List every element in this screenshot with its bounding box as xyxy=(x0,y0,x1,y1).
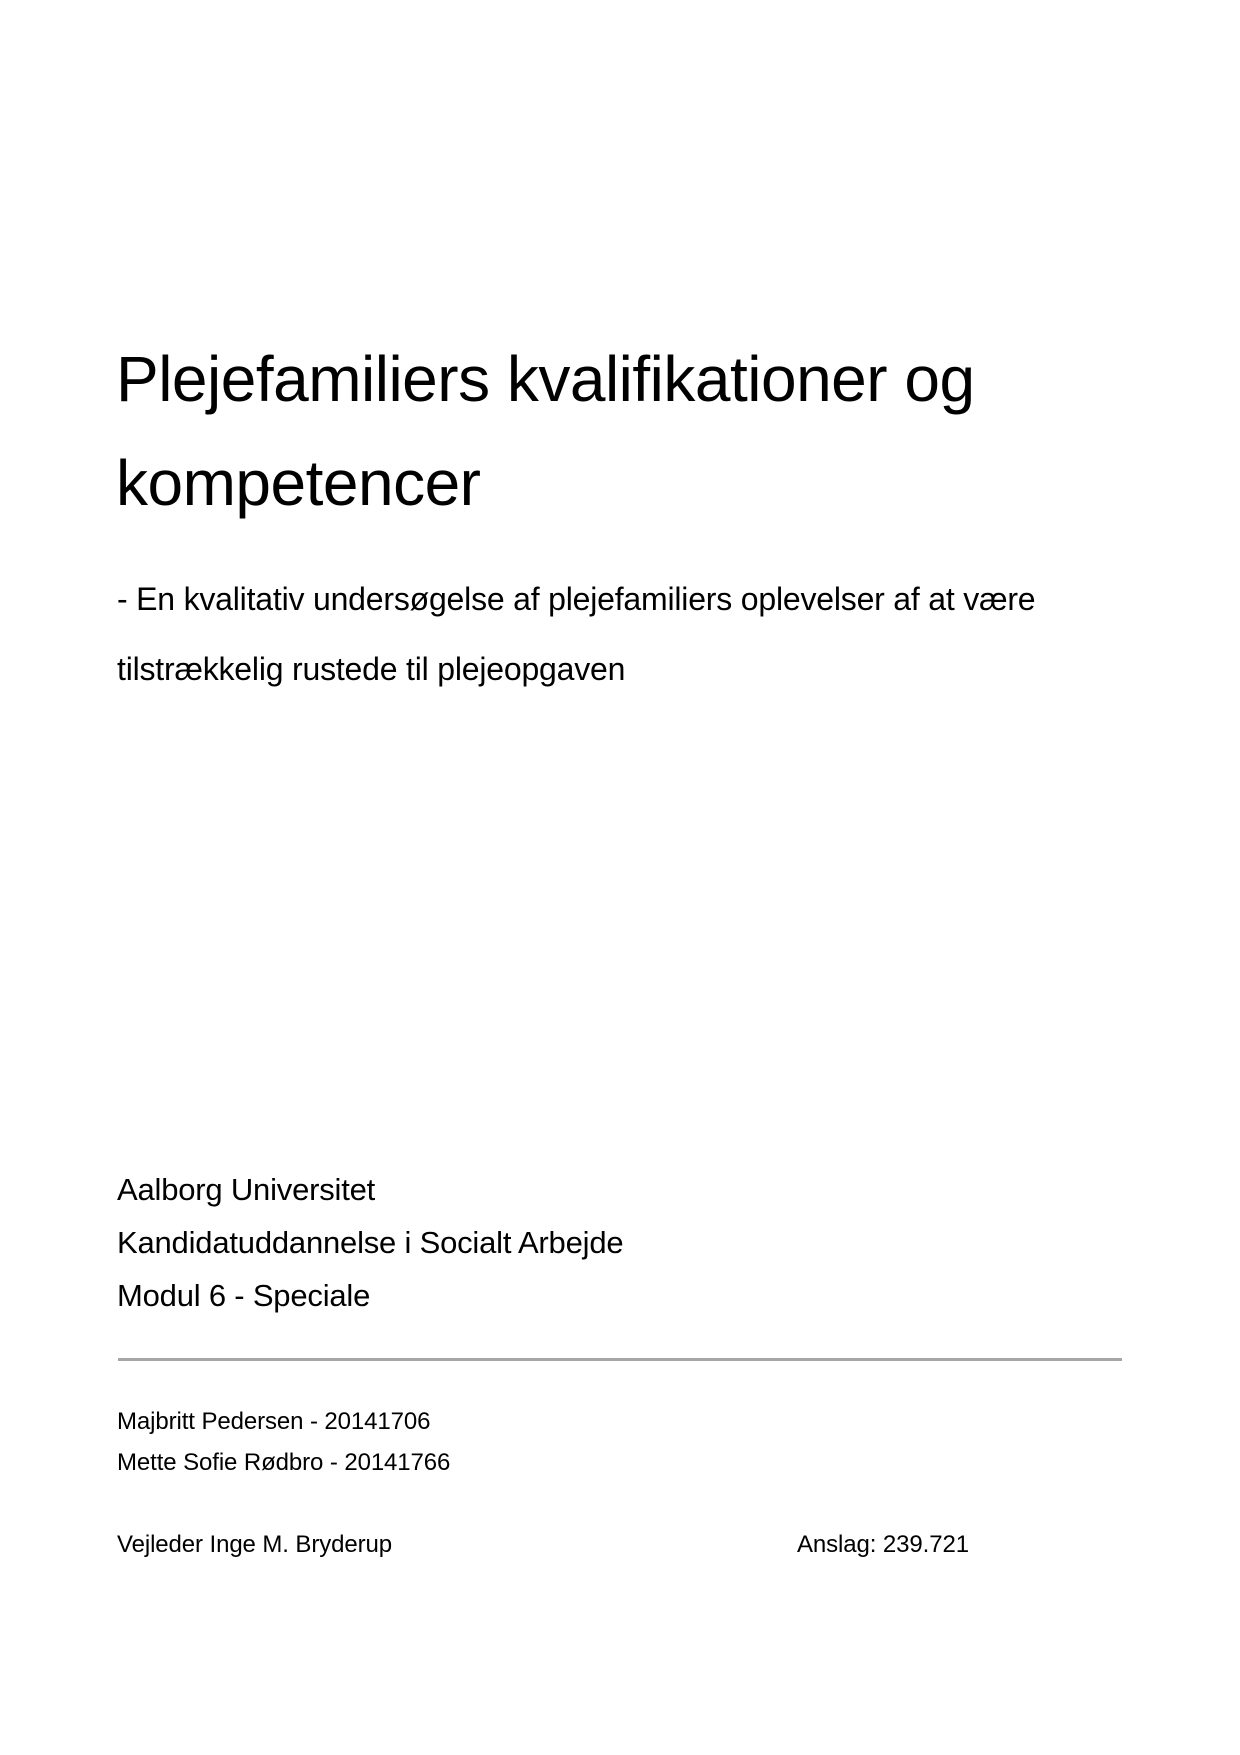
author-1: Majbritt Pedersen - 20141706 xyxy=(117,1408,431,1435)
document-title-line-1: Plejefamiliers kvalifikationer og xyxy=(116,343,975,415)
document-subtitle-line-1: - En kvalitativ undersøgelse af plejefamiliers oplevelser af at være xyxy=(117,581,1036,617)
horizontal-divider xyxy=(118,1358,1122,1361)
document-subtitle-line-2: tilstrækkelig rustede til plejeopgaven xyxy=(117,651,626,687)
author-2: Mette Sofie Rødbro - 20141766 xyxy=(117,1449,451,1476)
supervisor: Vejleder Inge M. Bryderup xyxy=(117,1531,392,1558)
document-title-line-2: kompetencer xyxy=(116,447,481,519)
character-count: Anslag: 239.721 xyxy=(797,1531,969,1558)
university-name: Aalborg Universitet xyxy=(117,1172,376,1207)
module-name: Modul 6 - Speciale xyxy=(117,1278,371,1313)
program-name: Kandidatuddannelse i Socialt Arbejde xyxy=(117,1225,624,1260)
